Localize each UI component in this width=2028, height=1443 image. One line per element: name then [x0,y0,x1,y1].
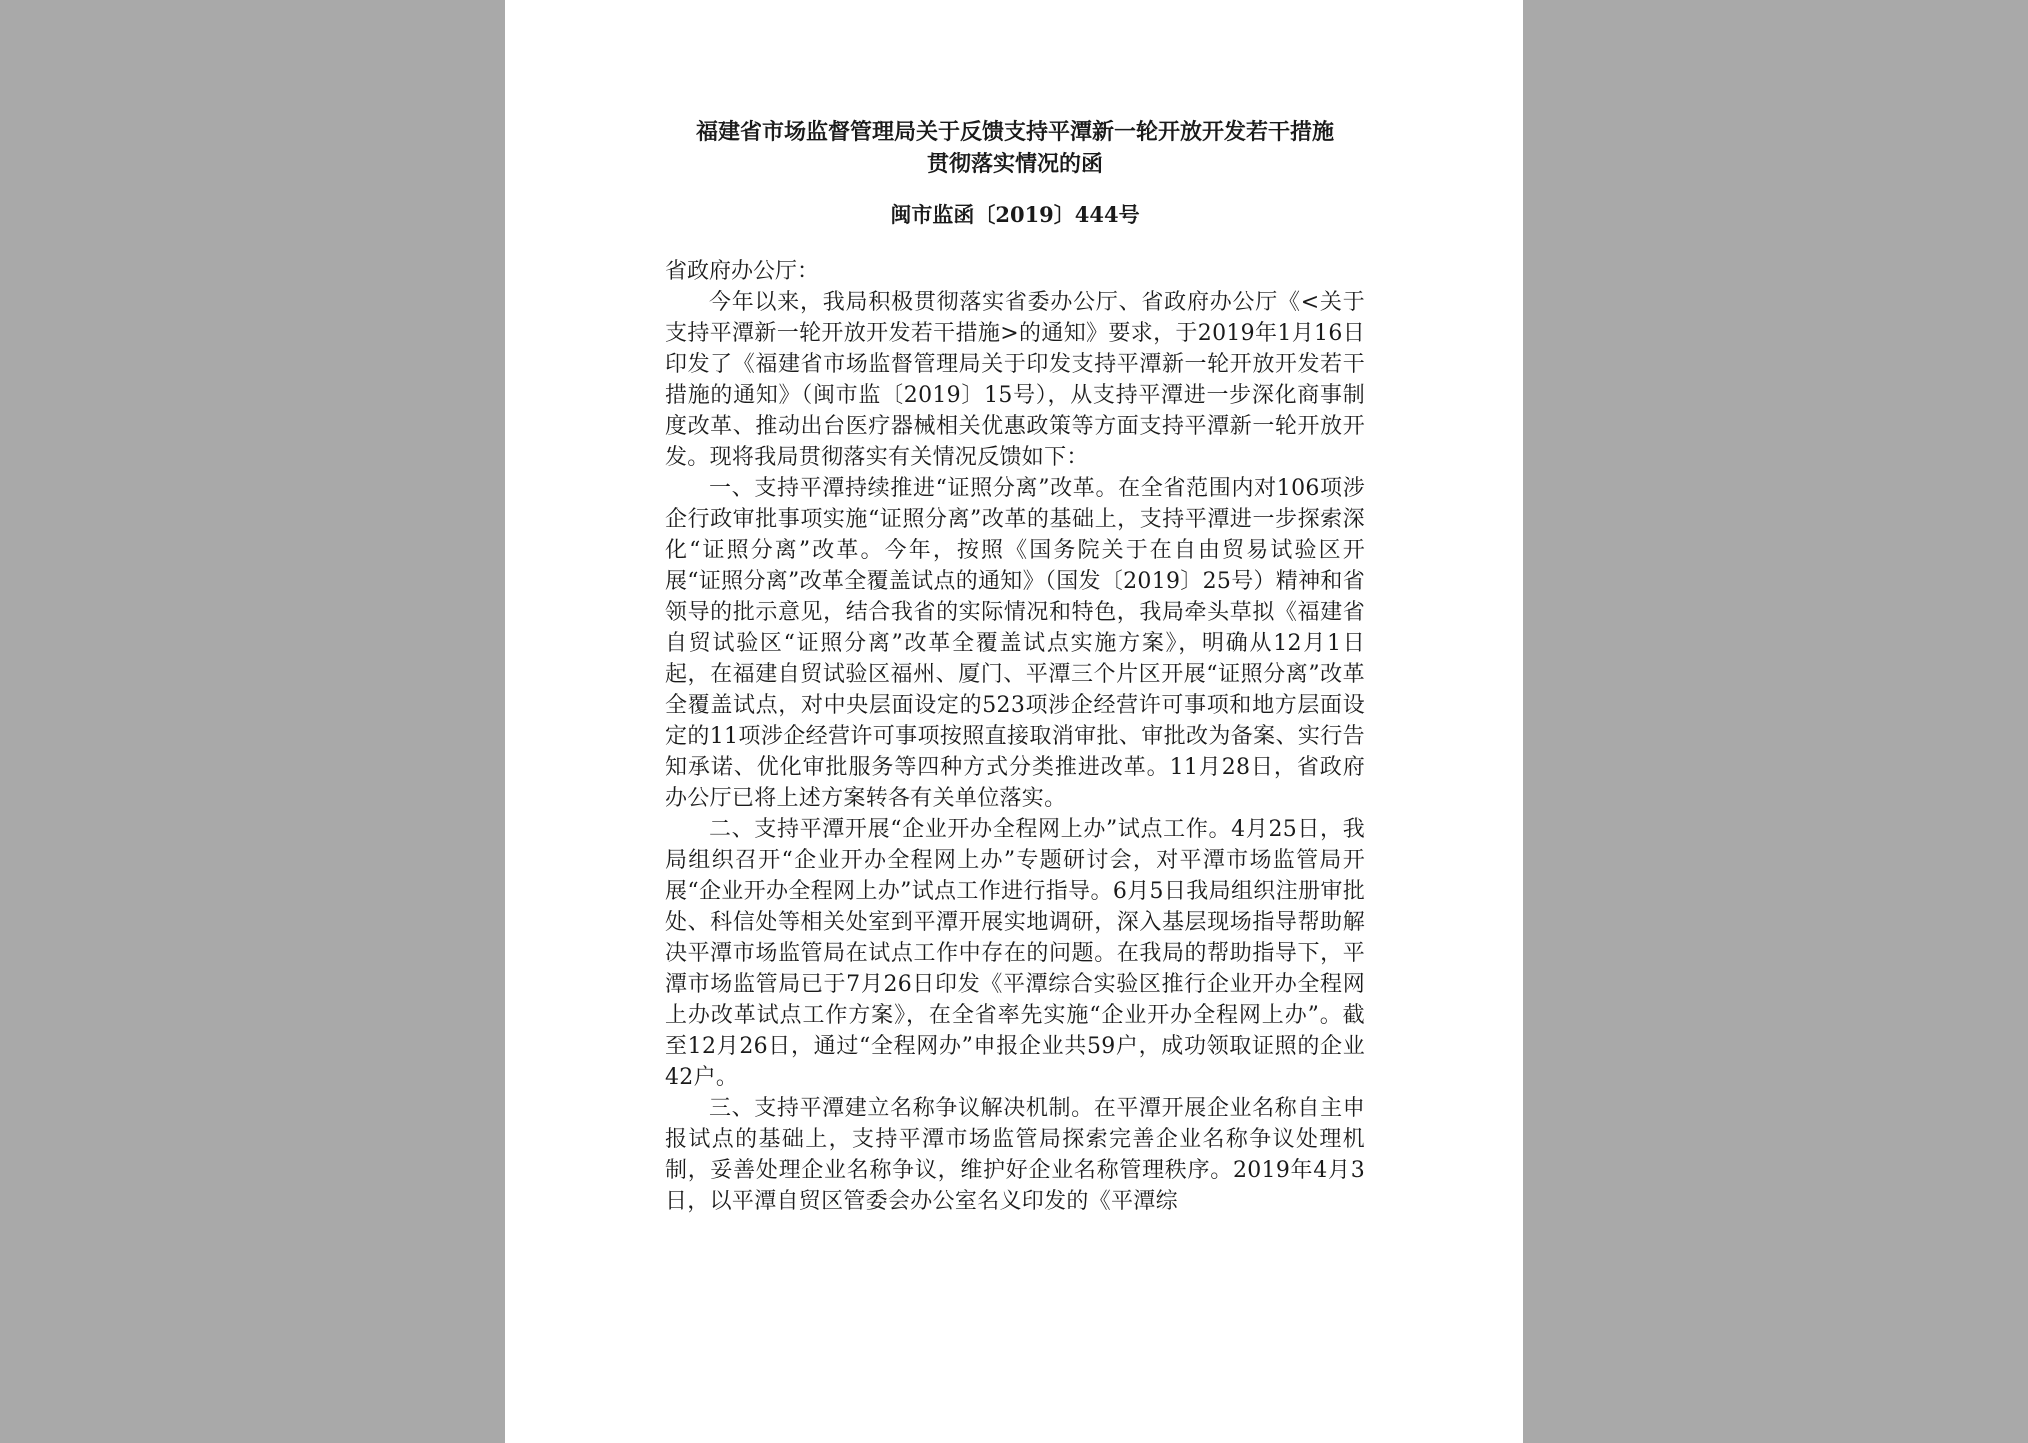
document-content [665,116,1365,1217]
document-title [665,116,1365,180]
paragraph-intro: 今年以来，我局积极贯彻落实省委办公厅、省政府办公厅《<关于支持平潭新一轮开放开发若干措施>的通知》要求，于2019年1月16日印发了《福建省市场监督管理局关于印发支持平潭新一轮开放开发若干措施的通知》（闽市监〔2019〕15号），从支持平潭进一步深化商事制度改革、推动出台医疗器械相关优惠政策等方面支持平潭新一轮开放开发。现将我局贯彻落实有关情况反馈如下： [665,290,1365,470]
paragraph-section-1: 一、支持平潭持续推进“证照分离”改革。在全省范围内对106项涉企行政审批事项实施“证照分离”改革的基础上，支持平潭进一步探索深化“证照分离”改革。今年，按照《国务院关于在自由贸易试验区开展“证照分离”改革全覆盖试点的通知》（国发〔2019〕25号）精神和省领导的批示意见，结合我省的实际情况和特色，我局牵头草拟《福建省自贸试验区“证照分离”改革全覆盖试点实施方案》，明确从12月1日起，在福建自贸试验区福州、厦门、平潭三个片区开展“证照分离”改革全覆盖试点，对中央层面设定的523项涉企经营许可事项和地方层面设定的11项涉企经营许可事项按照直接取消审批、审批改为备案、实行告知承诺、优化审批服务等四种方式分类推进改革。11月28日，省政府办公厅已将上述方案转各有关单位落实。 [665,476,1365,811]
salutation: 省政府办公厅： [665,259,820,284]
document-page [505,0,1523,1443]
title-line-1: 福建省市场监督管理局关于反馈支持平潭新一轮开放开发若干措施 [695,119,1334,145]
paragraph-section-2: 二、支持平潭开展“企业开办全程网上办”试点工作。4月25日，我局组织召开“企业开办全程网上办”专题研讨会，对平潭市场监管局开展“企业开办全程网上办”试点工作进行指导。6月5日我局组织注册审批处、科信处等相关处室到平潭开展实地调研，深入基层现场指导帮助解决平潭市场监管局在试点工作中存在的问题。在我局的帮助指导下，平潭市场监管局已于7月26日印发《平潭综合实验区推行企业开办全程网上办改革试点工作方案》，在全省率先实施“企业开办全程网上办”。截至12月26日，通过“全程网办”申报企业共59户，成功领取证照的企业42户。 [665,817,1365,1090]
title-line-2: 贯彻落实情况的函 [926,151,1103,177]
paragraph-section-3: 三、支持平潭建立名称争议解决机制。在平潭开展企业名称自主申报试点的基础上，支持平潭市场监管局探索完善企业名称争议处理机制，妥善处理企业名称争议，维护好企业名称管理秩序。2019年4月3日，以平潭自贸区管委会办公室名义印发的《平潭综 [665,1096,1365,1214]
document-number: 闽市监函〔2019〕444号 [890,202,1140,227]
